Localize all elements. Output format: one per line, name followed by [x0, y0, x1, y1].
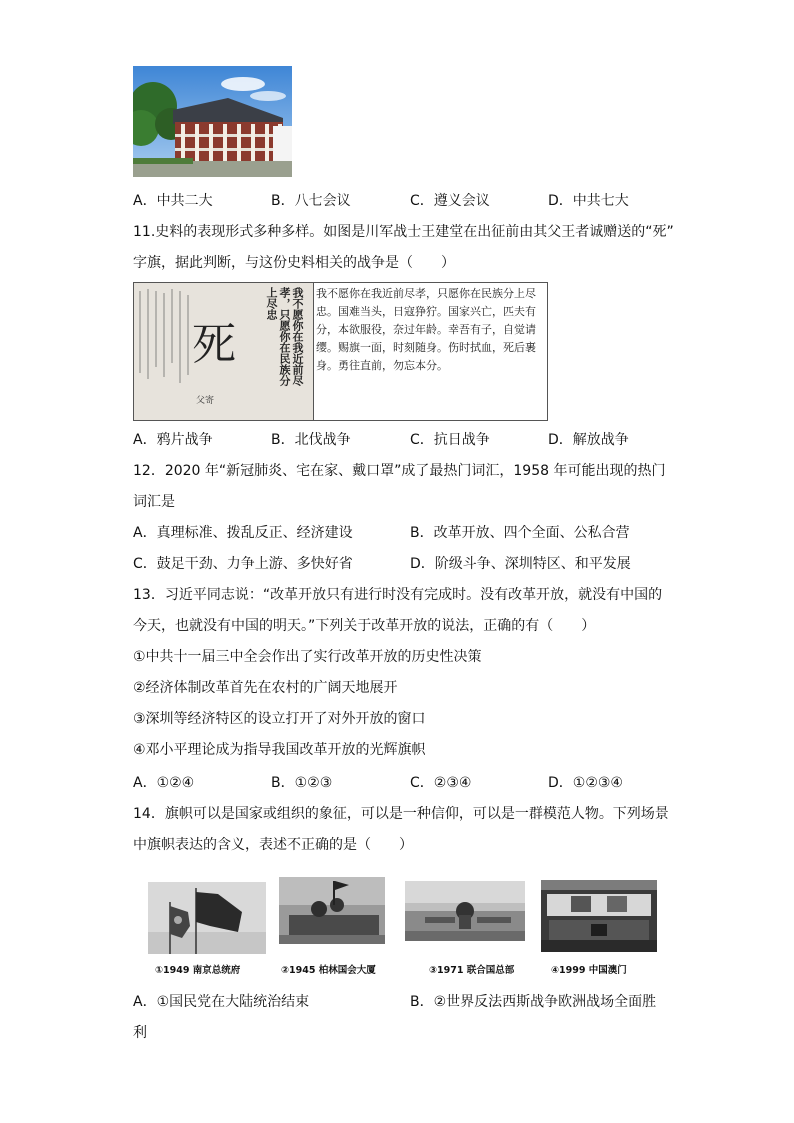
q13-option-a: A．①②④: [133, 775, 195, 791]
flag-side-text: 我不愿你在我近前尽孝，只愿你在民族分上尽忠: [265, 287, 304, 386]
caption-photo-2: ②1945 柏林国会大厦: [281, 965, 376, 976]
flag-signature: 父寄: [196, 396, 215, 406]
q10-option-d: D．中共七大: [548, 193, 629, 209]
q14-option-b-continued: 利: [133, 1025, 147, 1041]
q11-stem-line2: 字旗，据此判断，与这份史料相关的战争是（ ）: [133, 255, 455, 271]
flag-document-figure: [133, 282, 548, 421]
caption-photo-4: ④1999 中国澳门: [551, 965, 627, 976]
q11-option-a: A．鸦片战争: [133, 432, 213, 448]
death-flag-image: [134, 283, 314, 420]
q11-option-b: B．北伐战争: [271, 432, 351, 448]
caption-photo-3: ③1971 联合国总部: [429, 965, 515, 976]
q14-option-b: B．②世界反法西斯战争欧洲战场全面胜: [410, 994, 657, 1010]
flag-character: 死: [192, 319, 236, 370]
q13-statement-2: ②经济体制改革首先在农村的广阔天地展开: [133, 680, 398, 696]
q13-statement-1: ①中共十一届三中全会作出了实行改革开放的历史性决策: [133, 649, 482, 665]
q12-option-b: B．改革开放、四个全面、公私合营: [410, 525, 630, 541]
photo-un-headquarters: [405, 881, 525, 941]
photo-macau-ceremony: [541, 880, 657, 952]
q12-option-c: C．鼓足干劲、力争上游、多快好省: [133, 556, 353, 572]
q11-stem-line1: 11.史料的表现形式多种多样。如图是川军战士王建堂在出征前由其父王者诚赠送的“死”: [133, 224, 674, 240]
q13-stem-line1: 13．习近平同志说：“改革开放只有进行时没有完成时。没有改革开放，就没有中国的: [133, 587, 663, 603]
photo-nanjing-flags: [148, 882, 266, 954]
meeting-site-photo: [133, 66, 292, 177]
photo-berlin-reichstag: [279, 877, 385, 944]
q13-statement-3: ③深圳等经济特区的设立打开了对外开放的窗口: [133, 711, 426, 727]
q13-option-c: C．②③④: [410, 775, 472, 791]
q13-statement-4: ④邓小平理论成为指导我国改革开放的光辉旗帜: [133, 742, 426, 758]
q12-option-d: D．阶级斗争、深圳特区、和平发展: [410, 556, 631, 572]
q13-stem-line2: 今天，也就没有中国的明天。”下列关于改革开放的说法，正确的有（ ）: [133, 618, 596, 634]
q12-stem-line1: 12．2020 年“新冠肺炎、宅在家、戴口罩”成了最热门词汇，1958 年可能出现的热门: [133, 463, 666, 479]
q13-option-d: D．①②③④: [548, 775, 623, 791]
q12-option-a: A．真理标准、拨乱反正、经济建设: [133, 525, 353, 541]
q12-stem-line2: 词汇是: [133, 494, 175, 510]
caption-photo-1: ①1949 南京总统府: [155, 965, 241, 976]
flag-transcription: 我不愿你在我近前尽孝，只愿你在民族分上尽忠。国难当头，日寇狰狞。国家兴亡，匹夫有分，本欲服役，奈过年龄。幸吾有子，自觉请缨。赐旗一面，时刻随身。伤时拭血，死后裹身。勇往直前，勿忘本分。: [316, 287, 536, 372]
q13-option-b: B．①②③: [271, 775, 333, 791]
q10-option-a: A．中共二大: [133, 193, 213, 209]
q11-option-c: C．抗日战争: [410, 432, 490, 448]
q14-option-a: A．①国民党在大陆统治结束: [133, 994, 310, 1010]
q10-option-c: C．遵义会议: [410, 193, 490, 209]
q11-option-d: D．解放战争: [548, 432, 629, 448]
q14-stem-line1: 14．旗帜可以是国家或组织的象征，可以是一种信仰，可以是一群模范人物。下列场景: [133, 806, 669, 822]
q14-stem-line2: 中旗帜表达的含义，表述不正确的是（ ）: [133, 837, 413, 853]
q10-option-b: B．八七会议: [271, 193, 351, 209]
